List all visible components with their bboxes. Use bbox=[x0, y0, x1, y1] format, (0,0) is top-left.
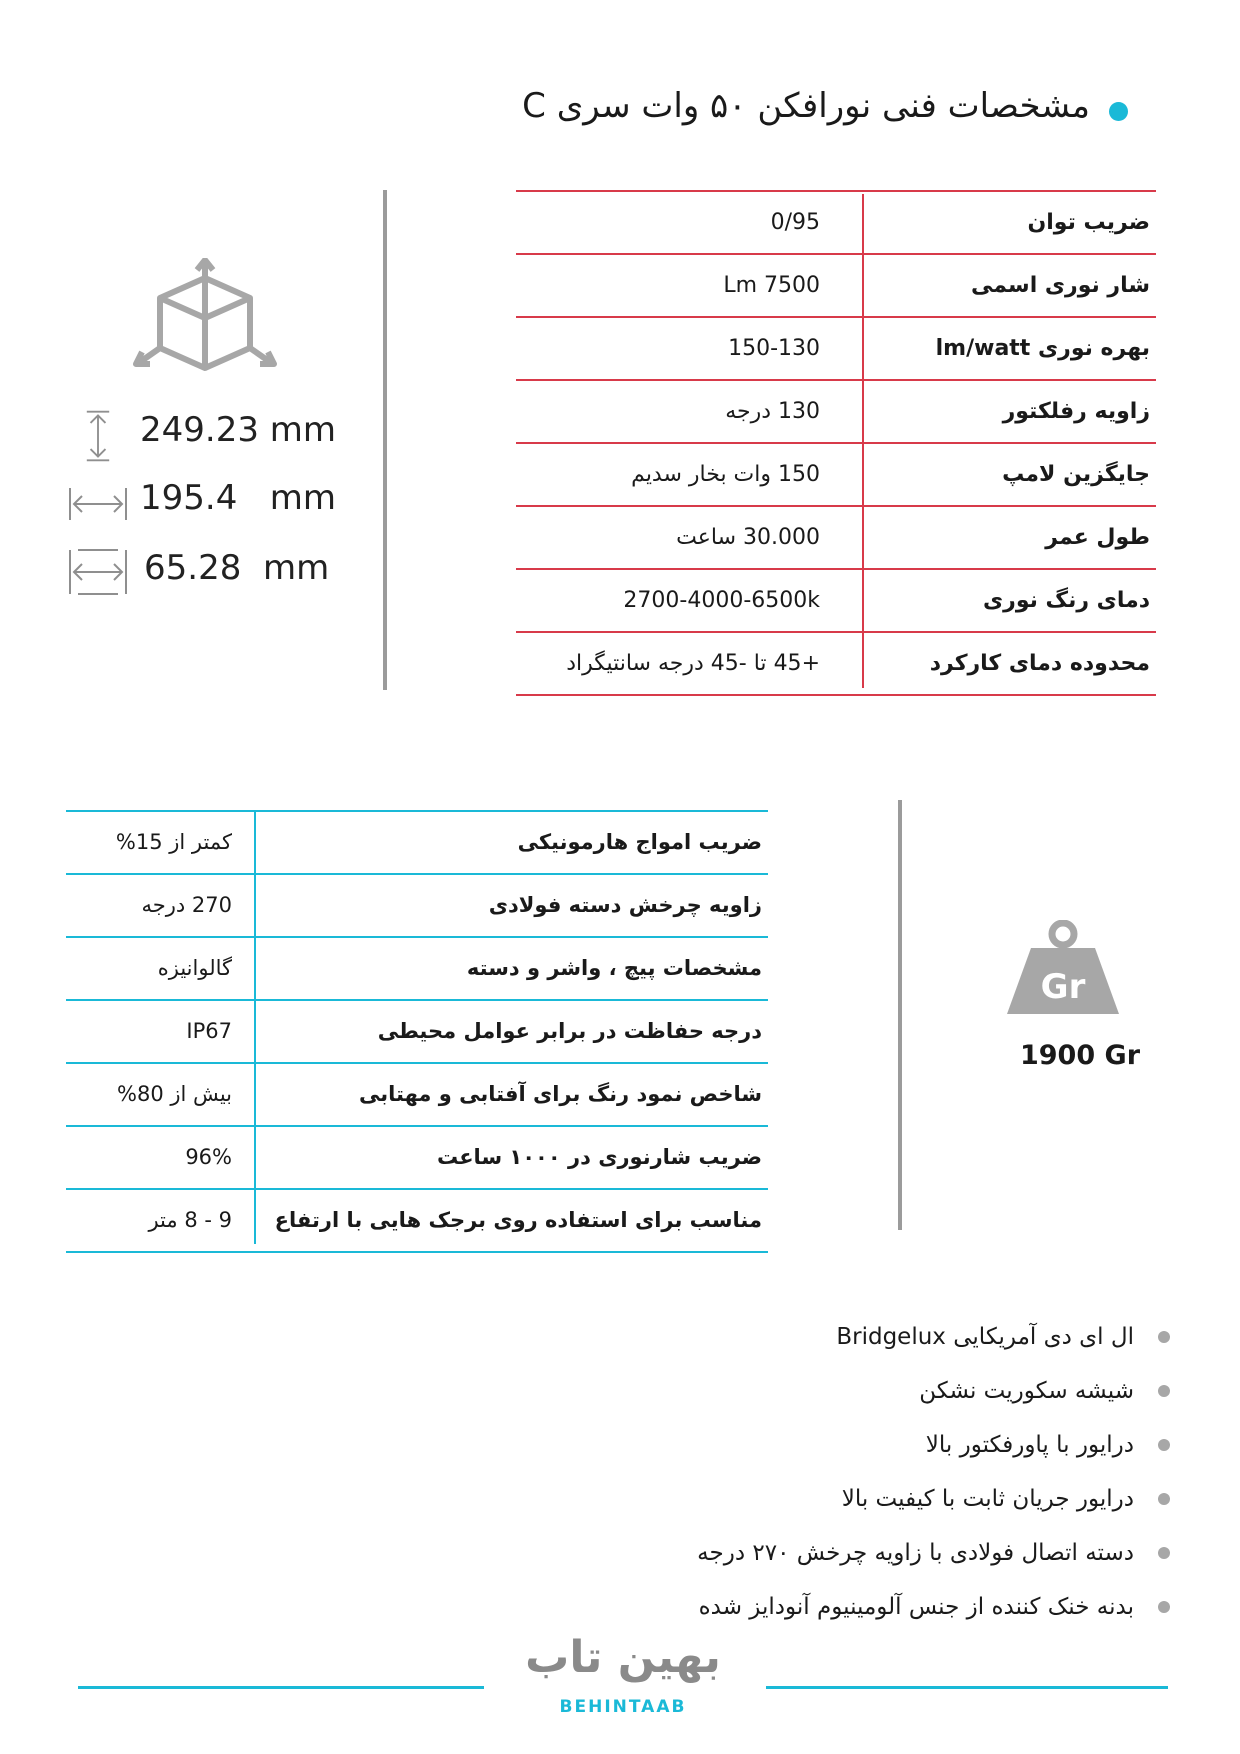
dimension-depth: 65.28 mm bbox=[144, 548, 330, 588]
bullet-icon bbox=[1158, 1601, 1170, 1613]
spec-label: شاخص نمود رنگ برای آفتابی و مهتابی bbox=[358, 1082, 762, 1106]
brand-logo-en: BEHINTAAB bbox=[559, 1697, 687, 1717]
spec-value: 30.000 ساعت bbox=[676, 525, 820, 550]
feature-text: دسته اتصال فولادی با زاویه چرخش ۲۷۰ درجه bbox=[697, 1540, 1134, 1566]
spec-value: 270 درجه bbox=[141, 893, 232, 917]
footer-line-right bbox=[766, 1686, 1168, 1689]
weight-value: 1900 Gr bbox=[1019, 1040, 1141, 1071]
dimensions-box-icon bbox=[130, 258, 280, 378]
spec-value: 130 درجه bbox=[725, 399, 820, 424]
spec-value: +45 تا -45 درجه سانتیگراد bbox=[566, 651, 820, 676]
spec-label: ضریب شارنوری در ۱۰۰۰ ساعت bbox=[436, 1145, 762, 1169]
spec-value: IP67 bbox=[186, 1019, 232, 1043]
table-row bbox=[66, 936, 768, 999]
spec-label: دمای رنگ نوری bbox=[983, 588, 1150, 613]
spec-value: 96% bbox=[185, 1145, 232, 1169]
height-icon bbox=[66, 408, 130, 464]
bullet-icon bbox=[1158, 1493, 1170, 1505]
spec-label: ضریب امواج هارمونیکی bbox=[517, 830, 762, 854]
list-item bbox=[270, 1526, 1170, 1580]
bullet-icon bbox=[1158, 1385, 1170, 1397]
list-item bbox=[270, 1580, 1170, 1634]
divider-bottom bbox=[898, 800, 902, 1230]
list-item bbox=[270, 1310, 1170, 1364]
spec-label: طول عمر bbox=[1045, 525, 1150, 550]
feature-text: بدنه خنک کننده از جنس آلومینیوم آنودایز شده bbox=[698, 1594, 1134, 1620]
table-row bbox=[516, 442, 1156, 505]
spec-label: درجه حفاظت در برابر عوامل محیطی bbox=[377, 1019, 762, 1043]
table-row bbox=[516, 316, 1156, 379]
table-row bbox=[66, 1062, 768, 1125]
table-row bbox=[516, 379, 1156, 442]
dimension-width: 195.4 mm bbox=[140, 478, 336, 518]
spec-value: گالوانیزه bbox=[157, 956, 232, 980]
weight-icon bbox=[1003, 920, 1123, 1020]
spec-label: جایگزین لامپ bbox=[1002, 462, 1150, 487]
footer-line-left bbox=[78, 1686, 484, 1689]
depth-icon bbox=[66, 544, 130, 600]
list-item bbox=[270, 1418, 1170, 1472]
specs-table bbox=[516, 190, 1156, 696]
brand-logo-fa: بهین تاب bbox=[525, 1632, 721, 1683]
features-list bbox=[270, 1310, 1170, 1634]
spec-value: 9 - 8 متر bbox=[148, 1208, 232, 1232]
weight-icon-text: Gr bbox=[1040, 967, 1086, 1007]
feature-text: شیشه سکوریت نشکن bbox=[919, 1378, 1134, 1404]
spec-label: شار نوری اسمی bbox=[971, 273, 1150, 298]
spec-label: بهره نوری lm/watt bbox=[935, 336, 1150, 361]
spec-label: مناسب برای استفاده روی برجک هایی با ارتفاع bbox=[274, 1208, 762, 1232]
table-row bbox=[516, 568, 1156, 631]
spec-value: 150 وات بخار سدیم bbox=[631, 462, 820, 487]
width-icon bbox=[66, 476, 130, 532]
page-title: مشخصات فنی نورافکن ۵۰ وات سری C bbox=[522, 86, 1090, 126]
feature-text: درایور با پاورفکتور بالا bbox=[925, 1432, 1134, 1458]
spec-label: ضریب توان bbox=[1027, 210, 1150, 235]
table-row bbox=[66, 1188, 768, 1253]
spec-label: مشخصات پیچ ، واشر و دسته bbox=[466, 956, 762, 980]
spec-label: زاویه چرخش دسته فولادی bbox=[488, 893, 762, 917]
bullet-icon bbox=[1158, 1331, 1170, 1343]
spec-label: زاویه رفلکتور bbox=[1002, 399, 1150, 424]
bullet-icon bbox=[1158, 1439, 1170, 1451]
spec-value: 150-130 bbox=[728, 336, 820, 361]
table-row bbox=[516, 505, 1156, 568]
feature-text: ال ای دی آمریکایی Bridgelux bbox=[836, 1324, 1134, 1350]
feature-text: درایور جریان ثابت با کیفیت بالا bbox=[841, 1486, 1134, 1512]
spec-value: 2700-4000-6500k bbox=[623, 588, 820, 613]
table-row bbox=[66, 810, 768, 873]
table-row bbox=[66, 999, 768, 1062]
table-row bbox=[516, 253, 1156, 316]
spec-value: بیش از 80% bbox=[117, 1082, 232, 1106]
table-row bbox=[516, 190, 1156, 253]
list-item bbox=[270, 1364, 1170, 1418]
divider-top bbox=[383, 190, 387, 690]
list-item bbox=[270, 1472, 1170, 1526]
table-row bbox=[66, 1125, 768, 1188]
bullet-icon bbox=[1158, 1547, 1170, 1559]
table-row bbox=[516, 631, 1156, 696]
spec-value: 7500 Lm bbox=[723, 273, 820, 298]
title-bullet bbox=[1109, 102, 1128, 121]
dimension-height: 249.23 mm bbox=[140, 410, 337, 450]
spec-value: کمتر از 15% bbox=[115, 830, 232, 854]
spec-value: 0/95 bbox=[770, 210, 820, 235]
specs-table-2 bbox=[66, 810, 768, 1253]
spec-label: محدوده دمای کارکرد bbox=[929, 651, 1150, 676]
table-row bbox=[66, 873, 768, 936]
